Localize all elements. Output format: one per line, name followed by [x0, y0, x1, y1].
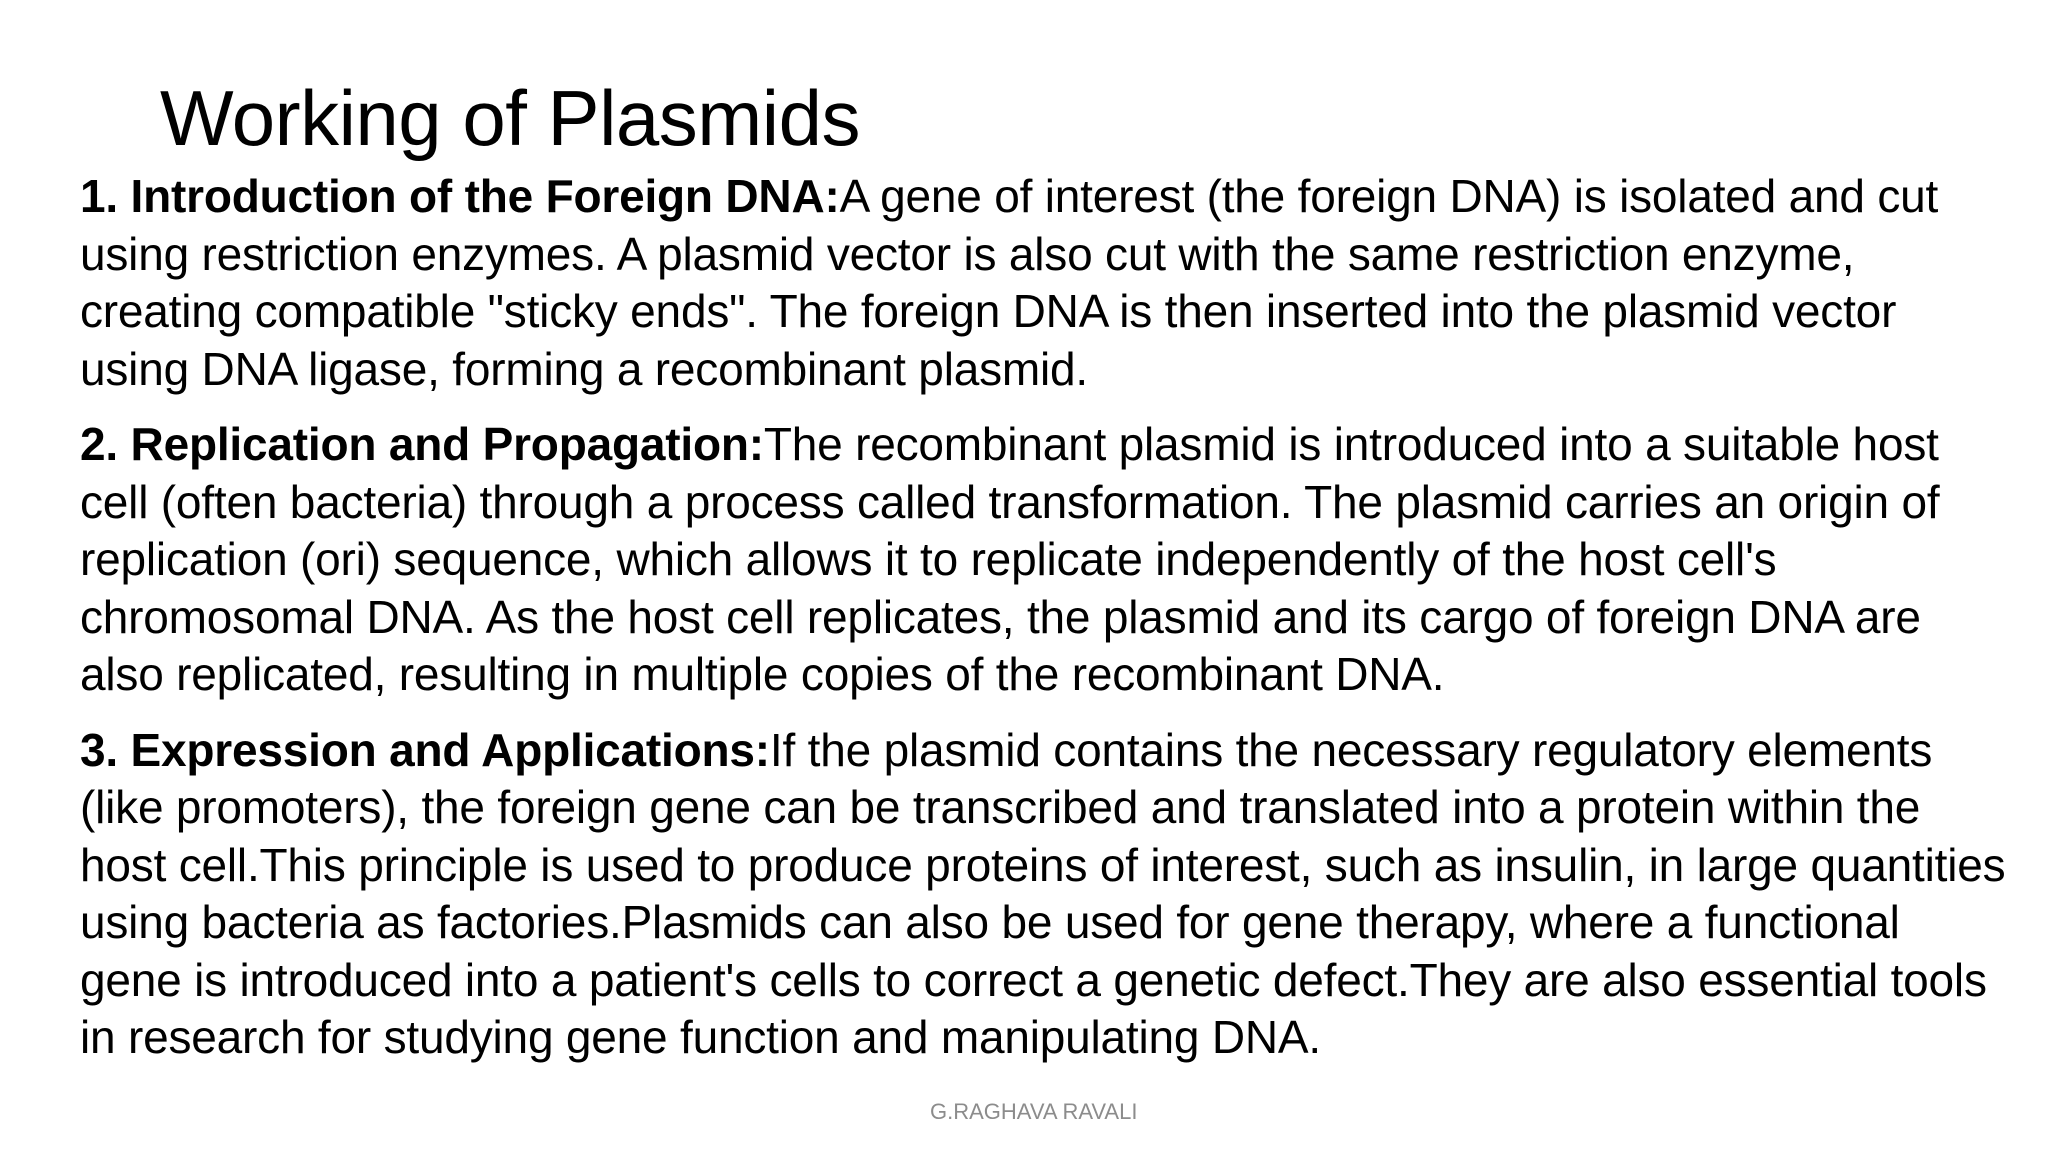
footer-author: G.RAGHAVA RAVALI	[930, 1099, 1138, 1124]
paragraph-replication	[80, 416, 2010, 704]
paragraph-lead: 3. Expression and Applications:	[80, 723, 770, 776]
paragraph-text: If the plasmid contains the necessary regulatory elements (like promoters), the foreign gene can be transcribed and translated into a protein within the host cell.This principle is used to produce proteins of interest, such as insulin, in large quantities using bacteria as factories.Plasmids can also be used for gene therapy, where a functional gene is introduced into a patient's cells to correct a genetic defect.They are also essential tools in research for studying gene function and manipulating DNA.	[80, 723, 2006, 1063]
paragraph-introduction	[80, 168, 2010, 398]
slide-title: Working of Plasmids	[160, 74, 860, 162]
paragraph-text: The recombinant plasmid is introduced into a suitable host cell (often bacteria) through a process called transformation. The plasmid carries an origin of replication (ori) sequence, which allows it to replicate independently of the host cell's chromosomal DNA. As the host cell replicates, the plasmid and its cargo of foreign DNA are also replicated, resulting in multiple copies of the recombinant DNA.	[80, 418, 1940, 700]
paragraph-lead: 1. Introduction of the Foreign DNA:	[80, 170, 840, 222]
paragraph-lead: 2. Replication and Propagation:	[80, 418, 764, 470]
paragraph-expression	[80, 722, 2010, 1067]
paragraph-text: A gene of interest (the foreign DNA) is isolated and cut using restriction enzymes. A plasmid vector is also cut with the same restriction enzyme, creating compatible "sticky ends". The foreign DNA is then inserted into the plasmid vector using DNA ligase, forming a recombinant plasmid.	[80, 170, 1939, 395]
slide-body	[80, 168, 2010, 1085]
